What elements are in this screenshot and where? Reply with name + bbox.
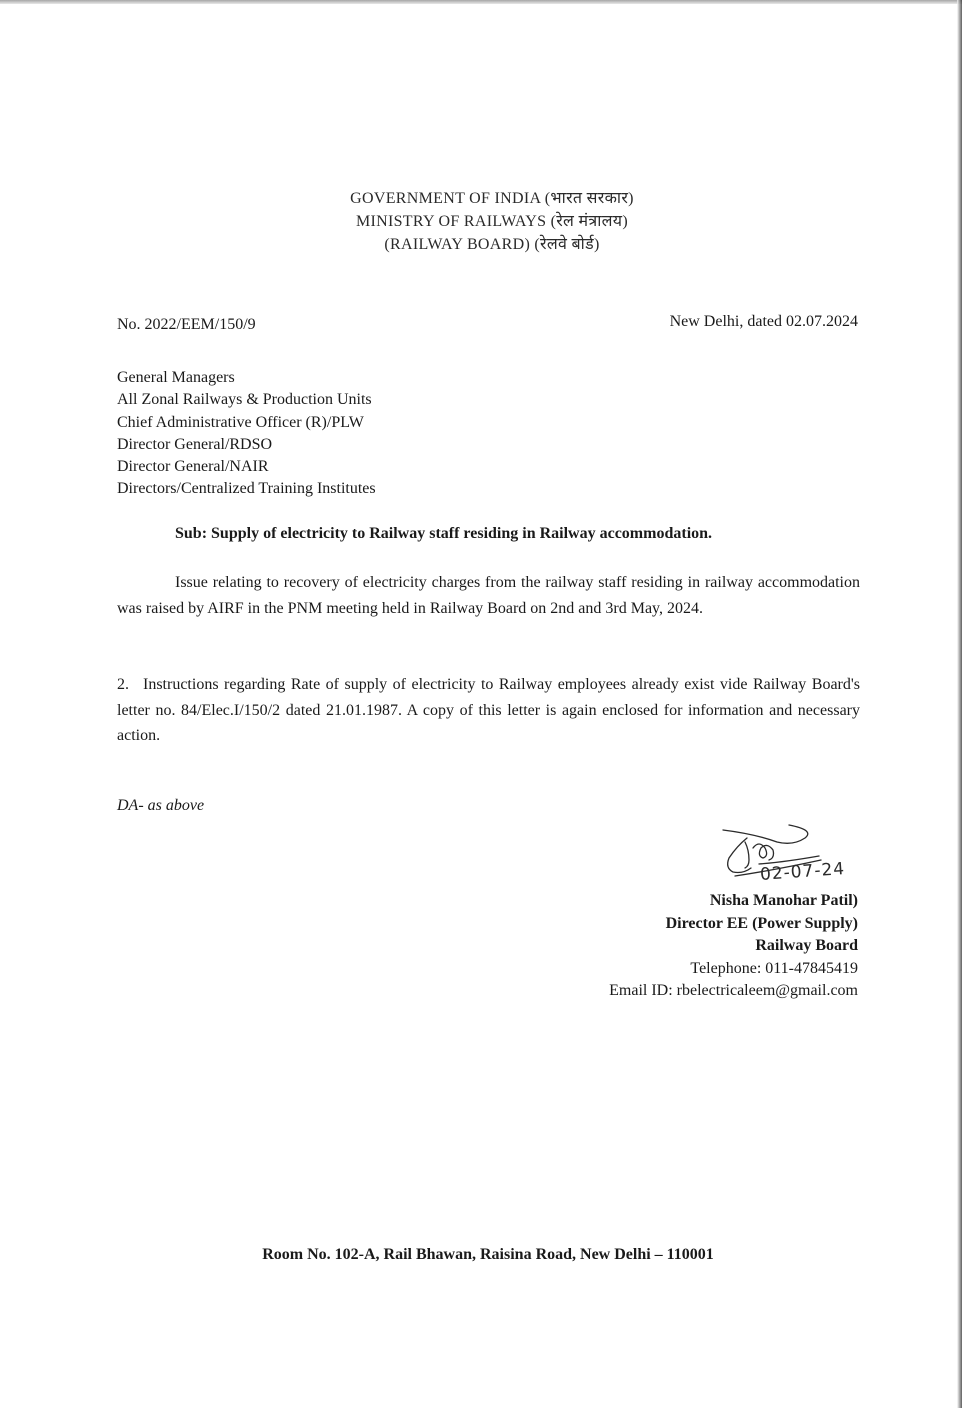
- addressee-item: All Zonal Railways & Production Units: [117, 391, 372, 409]
- scan-edge-top: [0, 0, 962, 4]
- handwritten-signature: [715, 816, 875, 896]
- office-address-footer: [0, 1246, 962, 1264]
- signatory-name: Nisha Manohar Patil): [709, 892, 858, 909]
- paragraph-2-text: Instructions regarding Rate of supply of electricity to Railway employees already exist vide Railway Board's letter no. 84/Elec.I/150/2 dated 21.01.1987. A copy of this letter is again enclosed for information and necessary action.: [117, 676, 860, 744]
- letterhead: [0, 187, 962, 256]
- signatory-block: [609, 890, 858, 1003]
- footer-address: Room No. 102-A, Rail Bhawan, Raisina Road, New Delhi – 110001: [262, 1246, 714, 1263]
- reference-number: No. 2022/EEM/150/9: [117, 316, 256, 333]
- addressee-item: Director General/NAIR: [117, 458, 269, 476]
- signatory-email: Email ID: rbelectricaleem@gmail.com: [609, 982, 858, 999]
- letterhead-government: GOVERNMENT OF INDIA (भारत सरकार): [350, 190, 634, 207]
- paragraph-1: Issue relating to recovery of electricity charges from the railway staff residing in railway accommodation was raised by AIRF in the PNM meeting held in Railway Board on 2nd and 3rd May, 2024.: [117, 574, 860, 617]
- addressee-list: [117, 367, 376, 501]
- subject-line: Sub: Supply of electricity to Railway staff residing in Railway accommodation.: [175, 525, 713, 542]
- addressee-item: Chief Administrative Officer (R)/PLW: [117, 413, 364, 431]
- signatory-telephone: Telephone: 011-47845419: [690, 959, 858, 977]
- signatory-office: Railway Board: [755, 937, 858, 954]
- paragraph-2: [117, 672, 860, 749]
- handwritten-date: 02-07-24: [759, 859, 846, 885]
- letterhead-board: (RAILWAY BOARD) (रेलवे बोर्ड): [384, 236, 600, 253]
- addressee-item: Director General/RDSO: [117, 435, 273, 453]
- paragraph-2-number: 2.: [117, 676, 129, 693]
- addressee-item: Directors/Centralized Training Institutes: [117, 480, 376, 498]
- addressee-item: General Managers: [117, 369, 235, 386]
- enclosure-note: DA- as above: [117, 797, 205, 814]
- letterhead-ministry: MINISTRY OF RAILWAYS (रेल मंत्रालय): [355, 213, 629, 230]
- signatory-designation: Director EE (Power Supply): [665, 914, 858, 932]
- reference-date: New Delhi, dated 02.07.2024: [669, 313, 858, 330]
